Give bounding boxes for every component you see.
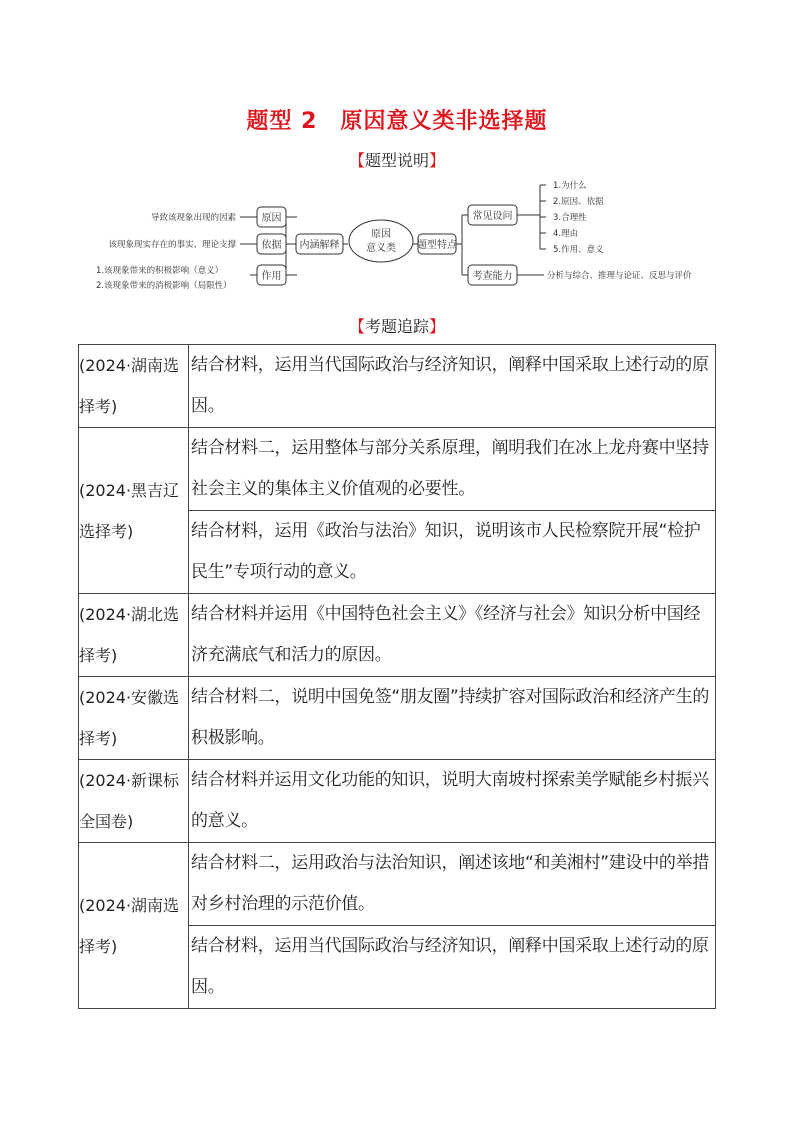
source-cell: (2024·湖北选择考) (79, 594, 189, 677)
table-row (79, 594, 716, 677)
mindmap-node-common-questions: 常见设问 (472, 211, 513, 222)
question-cell: 结合材料，运用当代国际政治与经济知识，阐释中国采取上述行动的原因。 (189, 926, 716, 1009)
mindmap-center-line1: 原因 (371, 229, 391, 240)
page-title: 题型 2 原因意义类非选择题 (246, 109, 548, 134)
mindmap-node-ability: 考查能力 (472, 271, 513, 282)
source-cell: (2024·湖南选择考) (79, 843, 189, 1009)
mindmap-question-1: 1.为什么 (553, 181, 587, 191)
mindmap-desc-effect-1: 1.该现象带来的积极影响（意义） (96, 266, 224, 276)
mindmap-question-5: 5.作用、意义 (553, 245, 604, 255)
source-cell: (2024·安徽选择考) (79, 677, 189, 760)
mindmap-desc-effect-2: 2.该现象带来的消极影响（局限性） (96, 281, 232, 291)
question-cell: 结合材料并运用《中国特色社会主义》《经济与社会》知识分析中国经济充满底气和活力的原因。 (189, 594, 716, 677)
table-row (79, 345, 716, 428)
mindmap-question-4: 4.理由 (553, 229, 579, 239)
mindmap-question-2: 2.原因、依据 (553, 197, 604, 207)
exam-questions-table (78, 344, 716, 1009)
table-row (79, 760, 716, 843)
mindmap-desc-reason: 导致该现象出现的因素 (150, 213, 236, 223)
question-cell: 结合材料二，运用政治与法治知识，阐述该地“和美湘村”建设中的举措对乡村治理的示范价值。 (189, 843, 716, 926)
question-cell: 结合材料，运用当代国际政治与经济知识，阐释中国采取上述行动的原因。 (189, 345, 716, 428)
mindmap-node-meaning: 内涵解释 (299, 240, 340, 251)
mindmap-question-3: 3.合理性 (553, 213, 587, 223)
question-cell: 结合材料并运用文化功能的知识，说明大南坡村探索美学赋能乡村振兴的意义。 (189, 760, 716, 843)
table-row (79, 677, 716, 760)
source-cell: (2024·新课标全国卷) (79, 760, 189, 843)
source-cell: (2024·黑吉辽选择考) (79, 428, 189, 594)
question-cell: 结合材料二，说明中国免签“朋友圈”持续扩容对国际政治和经济产生的积极影响。 (189, 677, 716, 760)
mindmap-node-reason: 原因 (261, 213, 282, 224)
source-cell: (2024·湖南选择考) (79, 345, 189, 428)
mindmap-node-effect: 作用 (261, 271, 282, 282)
mindmap-node-basis: 依据 (261, 240, 282, 251)
question-cell: 结合材料，运用《政治与法治》知识，说明该市人民检察院开展“检护民生”专项行动的意义。 (189, 511, 716, 594)
mindmap-desc-basis: 该现象现实存在的事实、理论支撑 (108, 240, 236, 250)
mindmap-diagram (80, 177, 720, 297)
mindmap-desc-ability: 分析与综合、推理与论证、反思与评价 (547, 271, 692, 281)
section-heading-explanation: 【题型说明】 (348, 151, 446, 170)
table-row (79, 843, 716, 926)
mindmap-center-line2: 意义类 (366, 243, 396, 254)
table-row (79, 428, 716, 511)
mindmap-node-features: 题型特点 (417, 240, 457, 251)
question-cell: 结合材料二，运用整体与部分关系原理，阐明我们在冰上龙舟赛中坚持社会主义的集体主义价值观的必要性。 (189, 428, 716, 511)
section-heading-tracking: 【考题追踪】 (348, 317, 446, 336)
